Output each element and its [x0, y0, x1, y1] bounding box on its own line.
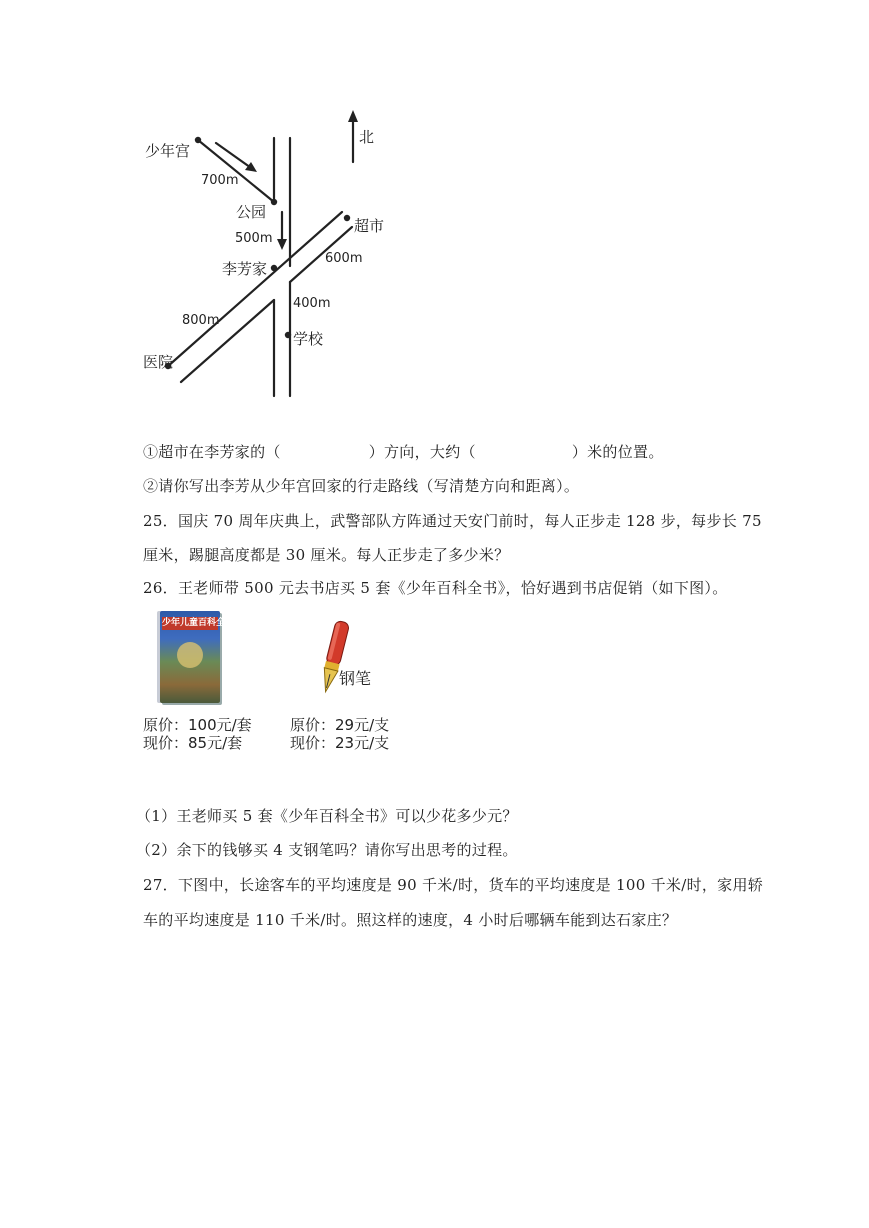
q27-line2: 车的平均速度是 110 千米/时。照这样的速度，4 小时后哪辆车能到达石家庄？ — [143, 911, 678, 929]
book-cover-art — [177, 642, 203, 668]
q25-line1: 25．国庆 70 周年庆典上，武警部队方阵通过天安门前时，每人正步走 128 步，每步长 75 — [143, 512, 762, 530]
dot-palace — [195, 137, 201, 143]
north-arrow-head — [348, 110, 358, 122]
q26-sub1: （1）王老师买 5 套《少年百科全书》可以少花多少元？ — [136, 807, 518, 825]
book-cover-title: 少年儿童百科全书 — [162, 618, 235, 628]
distance-park-home: 500m — [235, 231, 273, 246]
distance-home-supermarket: 600m — [325, 251, 363, 266]
distance-palace-park: 700m — [201, 173, 239, 188]
place-hospital: 医院 — [143, 353, 174, 371]
q25-line2: 厘米，踢腿高度都是 30 厘米。每人正步走了多少米？ — [143, 546, 510, 564]
book-price-current: 现价：85元/套 — [143, 734, 243, 752]
arrow-palace-park-head — [245, 162, 257, 172]
dot-park — [271, 199, 277, 205]
place-school: 学校 — [293, 330, 324, 348]
q27-line1: 27．下图中，长途客车的平均速度是 90 千米/时，货车的平均速度是 100 千米/时，家用轿 — [143, 876, 764, 894]
place-home: 李芳家 — [222, 260, 268, 278]
dot-school — [285, 332, 291, 338]
q24-part2: ②请你写出李芳从少年宫回家的行走路线（写清楚方向和距离）。 — [143, 477, 580, 495]
road-palace-park — [198, 140, 274, 202]
pen-price-original: 原价：29元/支 — [290, 716, 390, 734]
place-park: 公园 — [236, 203, 267, 221]
q26-intro: 26．王老师带 500 元去书店买 5 套《少年百科全书》，恰好遇到书店促销（如下图）。 — [143, 579, 728, 597]
distance-home-hospital: 800m — [182, 313, 220, 328]
pen-label: 钢笔 — [339, 669, 372, 688]
distance-home-school: 400m — [293, 296, 331, 311]
route-map — [0, 0, 869, 420]
pen-price-current: 现价：23元/支 — [290, 734, 390, 752]
book-price-original: 原价：100元/套 — [143, 716, 252, 734]
q24-part1: ①超市在李芳家的（ ）方向，大约（ ）米的位置。 — [143, 443, 664, 461]
place-supermarket: 超市 — [354, 217, 385, 235]
north-label: 北 — [359, 128, 375, 146]
dot-home — [271, 265, 277, 271]
arrow-park-home-head — [277, 239, 287, 250]
book-image — [160, 611, 235, 703]
q26-sub2: （2）余下的钱够买 4 支钢笔吗？请你写出思考的过程。 — [136, 841, 518, 859]
dot-supermarket — [344, 215, 350, 221]
place-palace: 少年宫 — [145, 142, 191, 160]
